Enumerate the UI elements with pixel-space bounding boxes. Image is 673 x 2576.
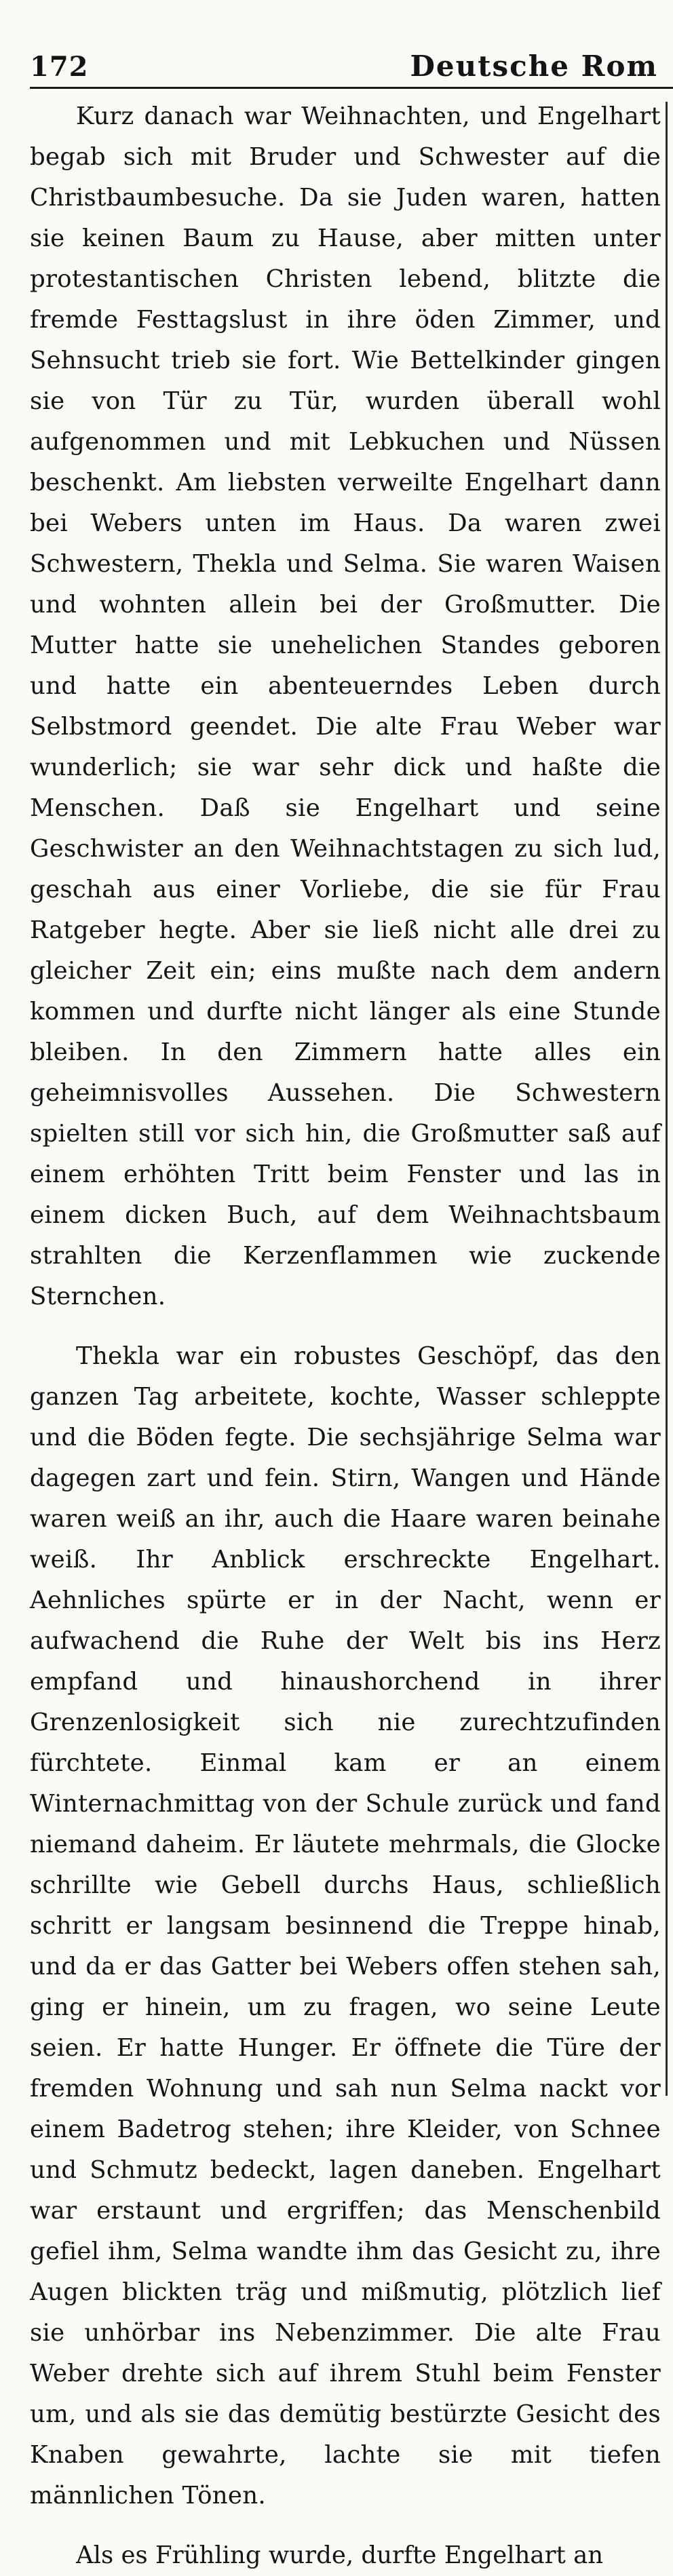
running-title: Deutsche Rom	[410, 50, 658, 83]
page-header	[30, 18, 658, 83]
page-number: 172	[30, 51, 89, 83]
paragraph: Als es Frühling wurde, durfte Engelhart an	[76, 2541, 604, 2569]
header-rule	[30, 87, 673, 89]
column-divider	[666, 102, 668, 2096]
body-text	[30, 96, 661, 2576]
paragraph: Thekla war ein robustes Geschöpf, das den ganzen Tag arbeitete, kochte, Wasser schleppte und die Böden fegte. Die sechsjährige Selma war dagegen zart und fein. Stirn, Wangen und Hände waren weiß an ihr, auch die Haare waren beinahe weiß. Ihr Anblick erschreckte Engelhart. Aehnliches spürte er in der Nacht, wenn er aufwachend die Ruhe der Welt bis ins Herz empfand und hinaushorchend in ihrer Grenzenlosigkeit sich nie zurechtzufinden fürchtete. Einmal kam er an einem Winternachmittag von der Schule zurück und fand niemand daheim. Er läutete mehrmals, die Glocke schrillte wie Gebell durchs Haus, schließlich schritt er langsam besinnend die Treppe hinab, und da er das Gatter bei Webers offen stehen sah, ging er hinein, um zu fragen, wo seine Leute seien. Er hatte Hunger. Er öffnete die Türe der fremden Wohnung und sah nun Selma nackt vor einem Badetrog stehen; ihre Kleider, von Schnee und Schmutz bedeckt, lagen daneben. Engelhart war erstaunt und ergriffen; das Menschenbild gefiel ihm, Selma wandte ihm das Gesicht zu, ihre Augen blickten träg und mißmutig, plötzlich lief sie unhörbar ins Nebenzimmer. Die alte Frau Weber drehte sich auf ihrem Stuhl beim Fenster um, und als sie das demütig bestürzte Gesicht des Knaben gewahrte, lachte sie mit tiefen männlichen Tönen.	[30, 1342, 661, 2510]
paragraph: Kurz danach war Weihnachten, und Engelhart begab sich mit Bruder und Schwester auf die Christbaumbesuche. Da sie Juden waren, hatten sie keinen Baum zu Hause, aber mitten unter protestantischen Christen lebend, blitzte die fremde Festtagslust in ihre öden Zimmer, und Sehnsucht trieb sie fort. Wie Bettelkinder gingen sie von Tür zu Tür, wurden überall wohl aufgenommen und mit Lebkuchen und Nüssen beschenkt. Am liebsten verweilte Engelhart dann bei Webers unten im Haus. Da waren zwei Schwestern, Thekla und Selma. Sie waren Waisen und wohnten allein bei der Großmutter. Die Mutter hatte sie unehelichen Standes geboren und hatte ein abenteuerndes Leben durch Selbstmord geendet. Die alte Frau Weber war wunderlich; sie war sehr dick und haßte die Menschen. Daß sie Engelhart und seine Geschwister an den Weihnachtstagen zu sich lud, geschah aus einer Vorliebe, die sie für Frau Ratgeber hegte. Aber sie ließ nicht alle drei zu gleicher Zeit ein; eins mußte nach dem andern kommen und durfte nicht länger als eine Stunde bleiben. In den Zimmern hatte alles ein geheimnisvolles Aussehen. Die Schwestern spielten still vor sich hin, die Großmutter saß auf einem erhöhten Tritt beim Fenster und las in einem dicken Buch, auf dem Weihnachtsbaum strahlten die Kerzenflammen wie zuckende Sternchen.	[30, 102, 661, 1310]
